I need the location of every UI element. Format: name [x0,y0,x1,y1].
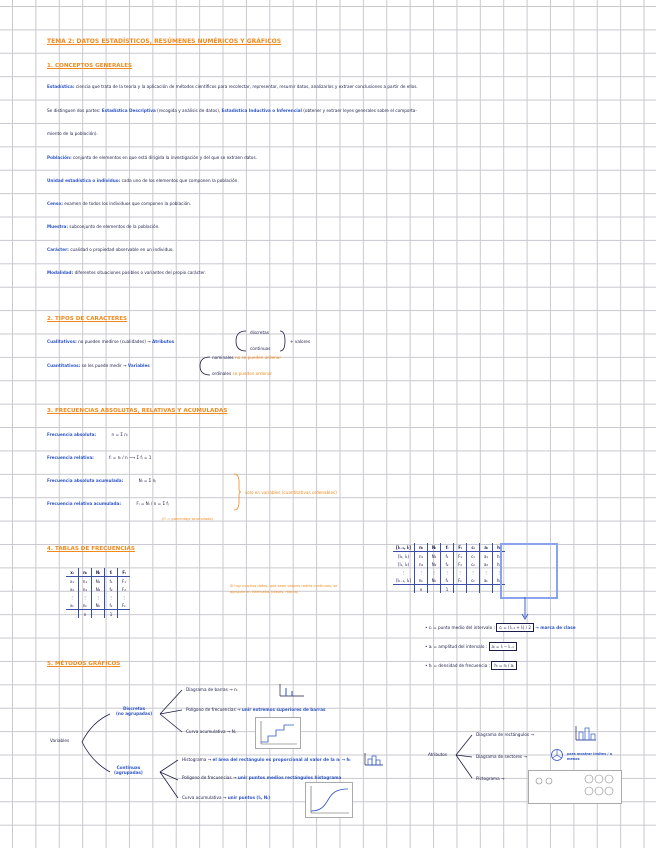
table-cell [428,585,441,594]
frequency-table-simple [66,568,130,618]
def-hi [425,663,517,669]
table-cell: c₁ [467,552,480,561]
freq-term: Frecuencia relativa: [47,455,94,460]
table-cell: [l₀, l₁) [393,552,415,561]
disc-item-note: unir extremos superiores de barras [241,707,326,712]
table-cell: ⋮ [393,568,415,576]
pie-chart-icon [550,748,564,762]
table-row [66,585,130,593]
def-term: Población: [47,155,72,160]
cont-item-poligono [182,775,341,781]
table-cell: 1 [105,610,118,619]
ramas-intro: Se distinguen dos partes: [47,108,101,113]
freq-term: Frecuencia relativa acumulada: [47,501,121,506]
atributos-word: Atributos [152,339,175,344]
table-cell: ⋮ [122,594,126,600]
disc-item-curva [186,729,236,735]
continuas-node [114,765,143,775]
continuas-label: continuas [250,346,271,351]
table-cell: x₁ [66,577,79,586]
table-total-row [66,610,130,619]
table-cell: fₖ [105,601,118,610]
cont-item-curva [182,795,270,801]
table-header: xᵢ [66,568,79,577]
table-cell: ⋮ [66,593,79,601]
brace-label: + valores [290,339,310,344]
def-unidad [47,178,239,184]
ramas-descriptiva-note: (recogida y análisis de datos), [157,108,221,113]
def-ai-formula: aᵢ = lᵢ − lᵢ₋₁ [489,642,517,651]
table-cell: aₖ [480,576,493,585]
table-header: Nᵢ [92,568,105,577]
table-cell: ⋮ [79,593,92,601]
discretas-node [116,706,152,716]
def-hi-label: • hᵢ = densidad de frecuencia : [425,663,491,668]
def-muestra [47,224,160,230]
table-cell: Fₖ [121,602,126,608]
table-cell: N₁ [92,577,105,586]
atributos-root: Atributos [428,752,448,757]
table-cell: nₖ [415,576,428,585]
freq-term: Frecuencia absoluta: [47,432,97,437]
ramas-cont: miento de la población). [47,131,98,136]
section-4-heading: 4. TABLAS DE FRECUENCIAS [47,546,135,552]
variables-root: Variables [50,738,70,743]
table-row [66,577,130,586]
table-cell: f₁ [105,577,118,586]
table-total-row [393,585,505,594]
cont-item-note: unir puntos medios rectángulos histograma [237,775,342,780]
table-cell [66,610,79,619]
table-cell: n [79,610,92,619]
disc-item-label: Curva acumulativa → [186,729,231,734]
table-cell: n₂ [79,585,92,593]
table-cell [467,585,480,594]
def-ci-label: • cᵢ = punto medio del intervalo : [425,625,495,630]
cuantitativos-term: Cuantitativos: [47,363,81,368]
table-cell: a₁ [480,552,493,561]
step-chart-icon [256,718,300,748]
cont-item-note: unir puntos (lᵢ, Nᵢ) [227,795,271,800]
cuantitativos-line [47,363,150,369]
table-cell: N₁ [428,552,441,561]
table-cell: F₂ [122,586,126,592]
cualitativos-line [47,339,174,345]
table-header: aᵢ [480,543,493,552]
table-cell: ⋮ [497,569,502,575]
freq-term: Frecuencia absoluta acumulada: [47,478,124,483]
table-cell: f₂ [441,560,454,568]
table-cell: xₖ [66,601,79,610]
discretas-sub: (no agrupadas) [116,711,153,716]
table-cell: ⋮ [454,568,467,576]
table-header: hᵢ [493,543,506,552]
table-cell: Fₖ [454,576,467,585]
atr-item-label: Pictograma → [476,776,505,781]
ramas-inferencial: Estadística Inductiva o Inferencial [221,108,302,113]
table-cell: ⋮ [441,568,454,576]
freq-formula: n = Σ nᵢ [111,432,128,437]
table-row [393,560,505,568]
table-cell: ⋮ [428,568,441,576]
table-highlight-box [500,543,558,599]
cualitativos-def: no pueden medirse (cualidades) → [78,339,151,344]
section-1-heading: 1. CONCEPTOS GENERALES [47,63,133,69]
table-cell: a₂ [480,560,493,568]
pictogram-icon [529,771,621,803]
cont-item-histograma [182,757,350,763]
table-cell [454,585,467,594]
table-cell: F₂ [454,560,467,568]
table-cell: n₁ [415,552,428,561]
table-row [66,593,130,601]
atr-item-label: Diagrama de rectángulos → [476,732,534,737]
table-cell: ⋮ [105,593,118,601]
def-term: Muestra: [47,224,69,229]
table-cell: nₖ [79,601,92,610]
disc-item-barras [186,687,237,693]
def-text: subconjunto de elementos de la población. [69,224,160,229]
atr-sectores-note: para mostrar límites / a menos [567,752,613,761]
table-header: nᵢ [415,543,428,552]
table-cell: ⋮ [480,568,493,576]
nominales-note: no se pueden ordenar [234,355,282,360]
table-cell: n₂ [415,560,428,568]
disc-item-note: Nᵢ [231,729,236,734]
continuas-sub: (agrupadas) [114,770,143,775]
def-term: Censo: [47,201,63,206]
def-text: examen de todos los individuos que componen la población. [64,201,192,206]
estadistica-def: ciencia que trata de la teoría y la aplicación de métodos científicos para recolectar, representar, resumir datos, analizarlos y extraer conclusiones a partir de ellos. [75,84,418,89]
section-2-heading: 2. TIPOS DE CARACTERES [47,316,128,322]
def-text: diferentes situaciones posibles o variantes del propio carácter. [74,270,206,275]
table-cell: fₖ [441,576,454,585]
table-header: Fᵢ [454,543,467,552]
def-text: conjunto de elementos en que está dirigida la investigación y del que se extraen datos. [73,155,258,160]
disc-item-label: Polígono de frecuencias → [186,707,241,712]
table-cell: ⋮ [467,568,480,576]
disc-item-poligono [186,707,326,713]
mini-bar-chart-icon [276,682,306,698]
nominales-line [212,355,281,361]
table-row [393,568,505,576]
def-ci [425,625,576,631]
freq-relativa [47,455,151,461]
ogive-chart-icon [306,783,352,817]
cuantitativos-def: se les puede medir → [81,363,127,368]
def-ai-label: • aᵢ = amplitud del intervalo : [425,644,488,649]
step-chart-image [255,717,301,749]
table-cell: ⋮ [92,593,105,601]
def-text: cualidad o propiedad observable en un individuo. [70,247,174,252]
table-cell: hₖ [496,577,502,583]
grouping-note: Si hay muchos datos, que sean valores reales continuos, se agrupan en intervalos (clases, marca) [230,584,338,594]
table-header: fᵢ [441,543,454,552]
table-cell: [l₁, l₂) [393,560,415,568]
variables-word: Variables [127,363,150,368]
freq-abs-acum [47,478,156,484]
def-ci-formula: cᵢ = (lᵢ₋₁ + lᵢ) / 2 [496,623,534,632]
table-cell: f₁ [441,552,454,561]
estadistica-term: Estadística: [47,84,75,89]
def-poblacion [47,155,257,161]
atr-item-rectangulos [476,732,534,738]
table-cell: Nₖ [428,576,441,585]
ramas-inferencial-note: (obtener y extraer leyes generales sobre el comporta- [303,108,417,113]
freq-sub-note: (Fᵢ = porcentaje acumulado) [162,517,214,521]
table-cell: n₁ [79,577,92,586]
mini-rectangles-icon [574,724,598,742]
table-cell: F₁ [122,578,126,584]
def-hi-formula: hᵢ = nᵢ / aᵢ [491,661,516,670]
table-cell: cₖ [467,576,480,585]
freq-brace-note: solo en variables (cuantitativas ordenables) [245,490,337,495]
table-cell: N₂ [428,560,441,568]
freq-brace [232,472,242,512]
nominales-label: nominales [212,355,234,360]
table-cell [393,585,415,594]
table-row [66,601,130,610]
cont-item-label: Histograma → [182,757,212,762]
section-3-heading: 3. FRECUENCIAS ABSOLUTAS, RELATIVAS Y ACUMULADAS [47,408,228,414]
freq-formula: Fᵢ = Nᵢ / n = Σ fⱼ [136,501,169,506]
cont-item-label: Polígono de frecuencias → [182,775,237,780]
ordinales-label: ordinales [212,371,232,376]
table-cell: c₂ [467,560,480,568]
table-cell: F₁ [454,552,467,561]
atr-item-pictograma [476,776,505,782]
table-cell [118,610,131,619]
def-text: cada uno de los elementos que componen la población. [121,178,239,183]
continuas-label: Continuas [116,765,141,770]
atr-item-sectores [476,754,527,760]
disc-item-label: Diagrama de barras → [186,687,233,692]
table-cell: h₂ [496,561,502,567]
table-header: cᵢ [467,543,480,552]
table-header: nᵢ [79,568,92,577]
def-term: Modalidad: [47,270,74,275]
table-cell: ⋮ [415,568,428,576]
pictogram-image [528,770,622,804]
table-cell [480,585,493,594]
freq-absoluta [47,432,128,438]
cont-item-note: el área del rectángulo es proporcional al valor de la nᵢ → hᵢ [212,757,351,762]
def-censo [47,201,191,207]
def-modalidad [47,270,206,276]
discretas-label: discretas [250,330,269,335]
table-cell: N₂ [92,585,105,593]
def-ci-note: → marca de clase [535,625,576,630]
cont-item-label: Curva acumulativa → [182,795,227,800]
discretas-label: Discretas [123,706,146,711]
table-header: Fᵢ [118,568,131,577]
table-cell [92,610,105,619]
ordinales-line [212,371,272,377]
atr-item-label: Diagrama de sectores → [476,754,527,759]
def-caracter [47,247,174,253]
table-highlight-arrow [520,597,530,621]
table-cell: n [415,585,428,594]
freq-formula: Nᵢ = Σ nⱼ [138,478,157,483]
table-header: Nᵢ [428,543,441,552]
freq-rel-acum [47,501,169,507]
disc-item-note: nᵢ [233,687,238,692]
ogive-chart-image [305,782,353,818]
table-cell: f₂ [105,585,118,593]
table-header: fᵢ [105,568,118,577]
table-cell: x₂ [66,585,79,593]
table-cell: 1 [441,585,454,594]
table-row [393,552,505,561]
section-5-heading: 5. MÉTODOS GRÁFICOS [47,661,121,667]
ordinales-note: se pueden ordenar [232,371,273,376]
freq-formula: fᵢ = nᵢ / n ⟶ Σ fᵢ = 1 [109,455,152,460]
table-row [393,576,505,585]
estadistica-definition [47,84,418,90]
def-ai [425,644,517,650]
def-term: Unidad estadística o individuo: [47,178,121,183]
table-cell: h₁ [496,553,502,559]
frequency-table-grouped [393,543,505,593]
ramas-line [47,108,417,114]
ramas-descriptiva: Estadística Descriptiva [101,108,156,113]
table-cell: [lₖ₋₁, lₖ] [393,576,415,585]
def-term: Carácter: [47,247,69,252]
mini-histogram-icon [363,751,385,767]
page-title: TEMA 2: DATOS ESTADÍSTICOS, RESÚMENES NUMÉRICOS Y GRÁFICOS [47,38,282,45]
table-cell: Nₖ [92,601,105,610]
cualitativos-term: Cualitativos: [47,339,77,344]
table-header: [lᵢ₋₁, lᵢ] [393,543,415,552]
